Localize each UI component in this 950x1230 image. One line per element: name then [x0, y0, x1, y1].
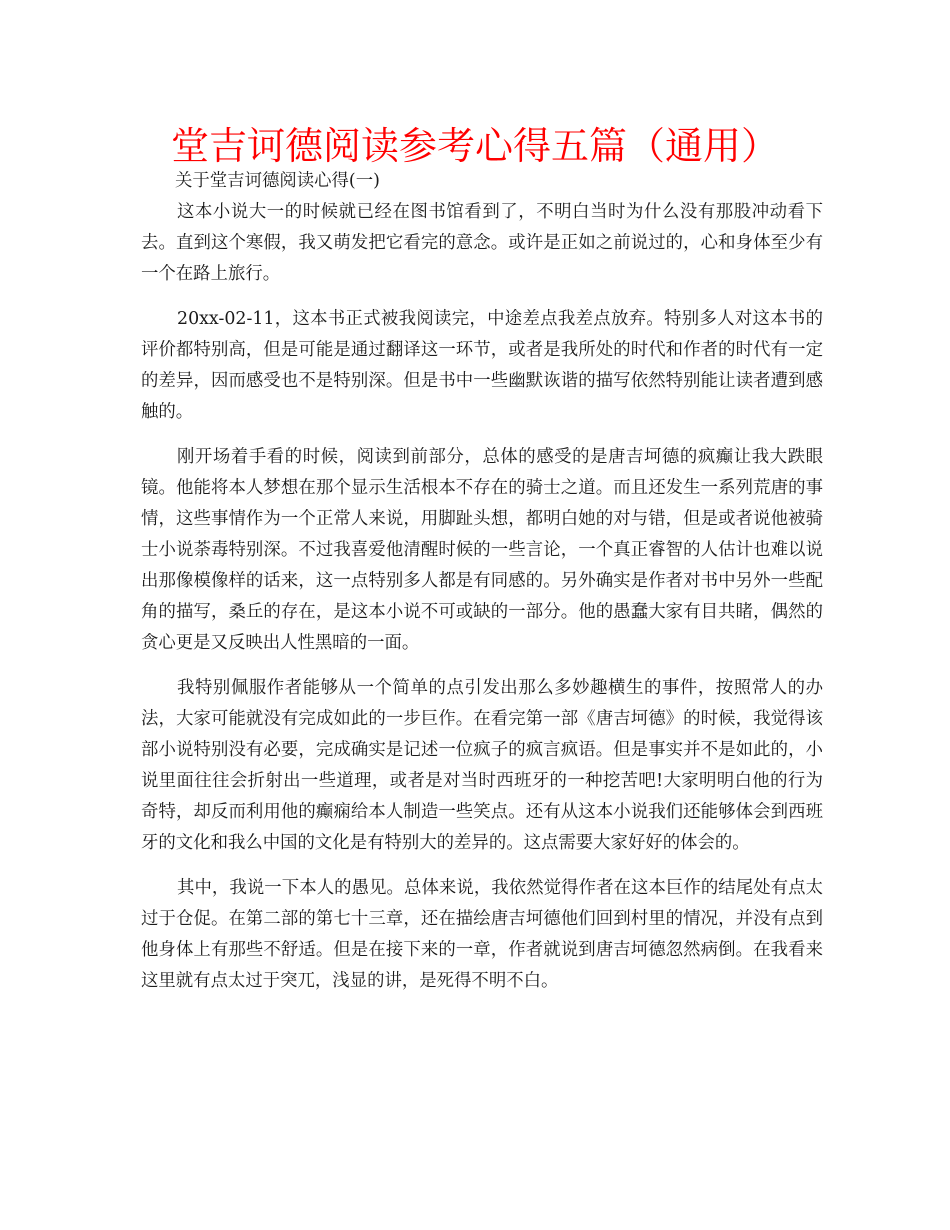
paragraph-1: 这本小说大一的时候就已经在图书馆看到了，不明白当时为什么没有那股冲动看下去。直到这个寒假，我又萌发把它看完的意念。或许是正如之前说过的，心和身体至少有一个在路上旅行。 [141, 201, 823, 284]
paragraph-3: 刚开场着手看的时候，阅读到前部分，总体的感受的是唐吉坷德的疯癫让我大跌眼镜。他能将本人梦想在那个显示生活根本不存在的骑士之道。而且还发生一系列荒唐的事情，这些事情作为一个正常人来说，用脚趾头想，都明白她的对与错，但是或者说他被骑士小说荼毒特别深。不过我喜爱他清醒时候的一些言论，一个真正睿智的人估计也难以说出那像模像样的话来，这一点特别多人都是有同感的。另外确实是作者对书中另外一些配角的描写，桑丘的存在，是这本小说不可或缺的一部分。他的愚蠢大家有目共睹，偶然的贪心更是又反映出人性黑暗的一面。 [141, 447, 823, 653]
paragraph-5: 其中，我说一下本人的愚见。总体来说，我依然觉得作者在这本巨作的结尾处有点太过于仓促。在第二部的第七十三章，还在描绘唐吉坷德他们回到村里的情况，并没有点到他身体上有那些不舒适。但是在接下来的一章，作者就说到唐吉坷德忽然病倒。在我看来这里就有点太过于突兀，浅显的讲，是死得不明不白。 [141, 878, 823, 991]
section-heading: 关于堂吉诃德阅读心得(一) [175, 171, 380, 191]
document-body [141, 166, 823, 1011]
paragraph-4: 我特别佩服作者能够从一个简单的点引发出那么多妙趣横生的事件，按照常人的办法，大家可能就没有完成如此的一步巨作。在看完第一部《唐吉坷德》的时候，我觉得该部小说特别没有必要，完成确实是记述一位疯子的疯言疯语。但是事实并不是如此的，小说里面往往会折射出一些道理，或者是对当时西班牙的一种挖苦吧!大家明明白他的行为奇特，却反而利用他的癫痫给本人制造一些笑点。还有从这本小说我们还能够体会到西班牙的文化和我么中国的文化是有特别大的差异的。这点需要大家好好的体会的。 [141, 678, 823, 853]
paragraph-2: 20xx-02-11，这本书正式被我阅读完，中途差点我差点放弃。特别多人对这本书的评价都特别高，但是可能是通过翻译这一环节，或者是我所处的时代和作者的时代有一定的差异，因而感受也不是特别深。但是书中一些幽默诙谐的描写依然特别能让读者遭到感触的。 [141, 309, 823, 422]
document-title: 堂吉诃德阅读参考心得五篇（通用） [170, 124, 779, 168]
